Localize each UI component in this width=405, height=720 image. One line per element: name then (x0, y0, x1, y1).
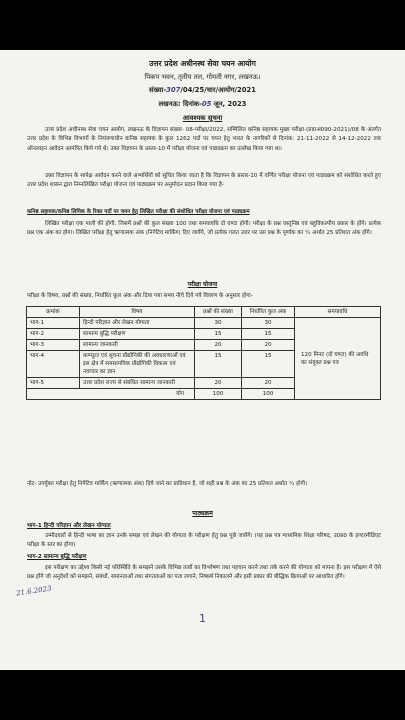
part2-heading: भाग-2 सामान्य बुद्धि परीक्षण (27, 554, 87, 560)
cell-marks: 20 (242, 340, 295, 351)
part1-text: उम्मीदवारों से हिन्दी भाषा का ज्ञान उनके समझ एवं लेखन की योग्यता के परीक्षण हेतु प्रश्न पूछे जायेंगे। (यह प्रश्न पत्र माध्यमिक शिक्षा परिषद, उ0प्र0 के इण्टरमीडिएट परीक्षा के स्तर का होगा) (27, 533, 381, 549)
cell-part: भाग-4 (27, 351, 80, 378)
part2-text: इस परीक्षण का उद्देश्य किसी नई परिस्थिति के समझने उसके विभिन्न तत्वों का विश्लेषण तथा पहचान करने तथा तर्क करने की योग्यता को मापना है। इस परीक्षण में ऐसे प्रश्न होंगे जो अनुदेशों को समझने, संबंधों, समानताओं तथा संगतताओं का पता लगाने, निष्कर्ष निकालने और इसी प्रकार की बौद्धिक क्रियाओं पर आधारित होंगे। (27, 565, 381, 581)
date-prefix: लखनऊ: दिनांक- (158, 100, 202, 108)
reference-number (0, 85, 405, 94)
negative-marking-note: नोट- उपर्युक्त परीक्षा हेतु निगेटिव मार्किंग (ऋणात्मक अंक) दिये जाने का प्राविधान है, जो सही प्रश्न के अंक का 25 प्रतिशत अर्थात ¼ होगी। (27, 481, 308, 487)
cell-subject: कम्प्यूटर एवं सूचना प्रौद्योगिकी की अवधारणाओं एवं इस क्षेत्र में समसामयिक प्रौद्योगिकी विकास एवं नवाचार का ज्ञान (80, 351, 195, 378)
page-number: 1 (199, 612, 206, 625)
paragraph-2: उक्त विज्ञापन के सापेक्ष आवेदन करने वाले अभ्यर्थियों को सूचित किया जाता है कि विज्ञापन के प्रस्तर-10 में वर्णित परीक्षा योजना एवं पाठ्यक्रम को संशोधित करते हुए उत्तर प्रदेश शासन द्वारा निम्नलिखित परीक्षा योजना एवं पाठ्यक्रम पर अनुमोदन प्रदान किया गया है- (27, 173, 381, 189)
org-address: पिकप भवन, तृतीय तल, गोमती नगर, लखनऊ। (144, 73, 261, 81)
table-header-row (27, 307, 381, 318)
cell-subject: सामान्य बुद्धि परीक्षण (80, 329, 195, 340)
handwritten-signature: 21.6.2023 (15, 584, 53, 598)
cell-subject: हिन्दी परिज्ञान और लेखन योग्यता (80, 318, 195, 329)
cell-questions: 15 (195, 329, 242, 340)
cell-marks: 30 (242, 318, 295, 329)
scheme-subheading: कनिष्ठ सहायक/कनिष्ठ लिपिक के रिक्त पदों पर चयन हेतु लिखित परीक्षा की संशोधित परीक्षा योजना एवं पाठ्यक्रम (27, 209, 250, 215)
reference-prefix: संख्या- (149, 86, 167, 94)
cell-questions: 20 (195, 378, 242, 389)
cell-marks: 20 (242, 378, 295, 389)
part1-heading: भाग-1 हिन्दी परिज्ञान और लेखन योग्यता (27, 523, 111, 529)
scheme-title: परीक्षा योजना (187, 281, 218, 288)
org-name: उत्तर प्रदेश अधीनस्थ सेवा चयन आयोग (149, 59, 256, 68)
total-questions: 100 (195, 389, 242, 400)
header-marks: निर्धारित कुल अंक (242, 307, 295, 318)
syllabus-title: पाठ्यक्रम (192, 510, 213, 517)
cell-questions: 30 (195, 318, 242, 329)
cell-questions: 20 (195, 340, 242, 351)
cell-questions: 15 (195, 351, 242, 378)
total-label: योग (27, 389, 195, 400)
cell-part: भाग-5 (27, 378, 80, 389)
paragraph-3: लिखित परीक्षा एक पाली की होगी, जिसमें प्रश्नों की कुल संख्या 100 तथा समयावधि दो घण्टा होगी। परीक्षा के प्रश्न वस्तुनिष्ठ एवं बहुविकल्पीय प्रकार के होंगे। प्रत्येक प्रश्न एक अंक का होगा। लिखित परीक्षा हेतु ऋणात्मक अंक (निगेटिव मार्किंग) दिए जायेंगे, जो प्रत्येक गलत उत्तर पर उस प्रश्न के पूर्णांक का ¼ अर्थात 25 प्रतिशत अंक होंगे। (27, 221, 381, 237)
document-page (0, 50, 405, 670)
cell-subject: उत्तर प्रदेश राज्य से संबंधित सामान्य जानकारी (80, 378, 195, 389)
exam-scheme-table (26, 306, 381, 400)
cell-part: भाग-2 (27, 329, 80, 340)
header-serial: क्रमांक (27, 307, 80, 318)
cell-part: भाग-3 (27, 340, 80, 351)
reference-suffix: /04/25/चार/आयोग/2021 (180, 86, 256, 94)
date-handwritten: 05 (201, 100, 212, 108)
header-subject: विषय (80, 307, 195, 318)
paragraph-1: उत्तर प्रदेश अधीनस्थ सेवा चयन आयोग, लखनऊ के विज्ञापन संख्या- 08-परीक्षा/2022, सम्मिलित कनिष्ठ सहायक मुख्य परीक्षा-(प्रा0अ090-2021)/08 के अंतर्गत उत्तर प्रदेश के विभिन्न विभागों के नियंत्रणाधीन कनिष्ठ सहायक के कुल 1262 पदों पर चयन हेतु भारत के नागरिकों से दिनांक: 21-11-2022 से 14-12-2022 तक ऑनलाइन आवेदन आमंत्रित किये गये थे। उक्त विज्ञापन के प्रस्तर-10 में परीक्षा योजना एवं पाठ्यक्रम का उल्लेख किया गया था। (27, 127, 381, 152)
cell-marks: 15 (242, 351, 295, 378)
reference-handwritten: 307 (166, 86, 181, 94)
date-line (0, 99, 405, 108)
cell-marks: 15 (242, 329, 295, 340)
cell-part: भाग-1 (27, 318, 80, 329)
cell-subject: सामान्य जानकारी (80, 340, 195, 351)
scheme-intro: परीक्षा के विषय, प्रश्नों की संख्या, निर्धारित कुल अंक और दिया गया समय नीचे दिये गये विवरण के अनुसार होगा- (27, 293, 253, 299)
total-marks: 100 (242, 389, 295, 400)
table-row (27, 318, 381, 329)
date-suffix: जून, 2023 (211, 100, 247, 108)
header-questions: प्रश्नों की संख्या (195, 307, 242, 318)
notice-title: आवश्यक सूचना (182, 114, 223, 122)
cell-duration: 120 मिनट (दो घण्टा) की अवधि का संयुक्त प्रश्न पत्र (295, 318, 381, 400)
header-duration: समयावधि (295, 307, 381, 318)
